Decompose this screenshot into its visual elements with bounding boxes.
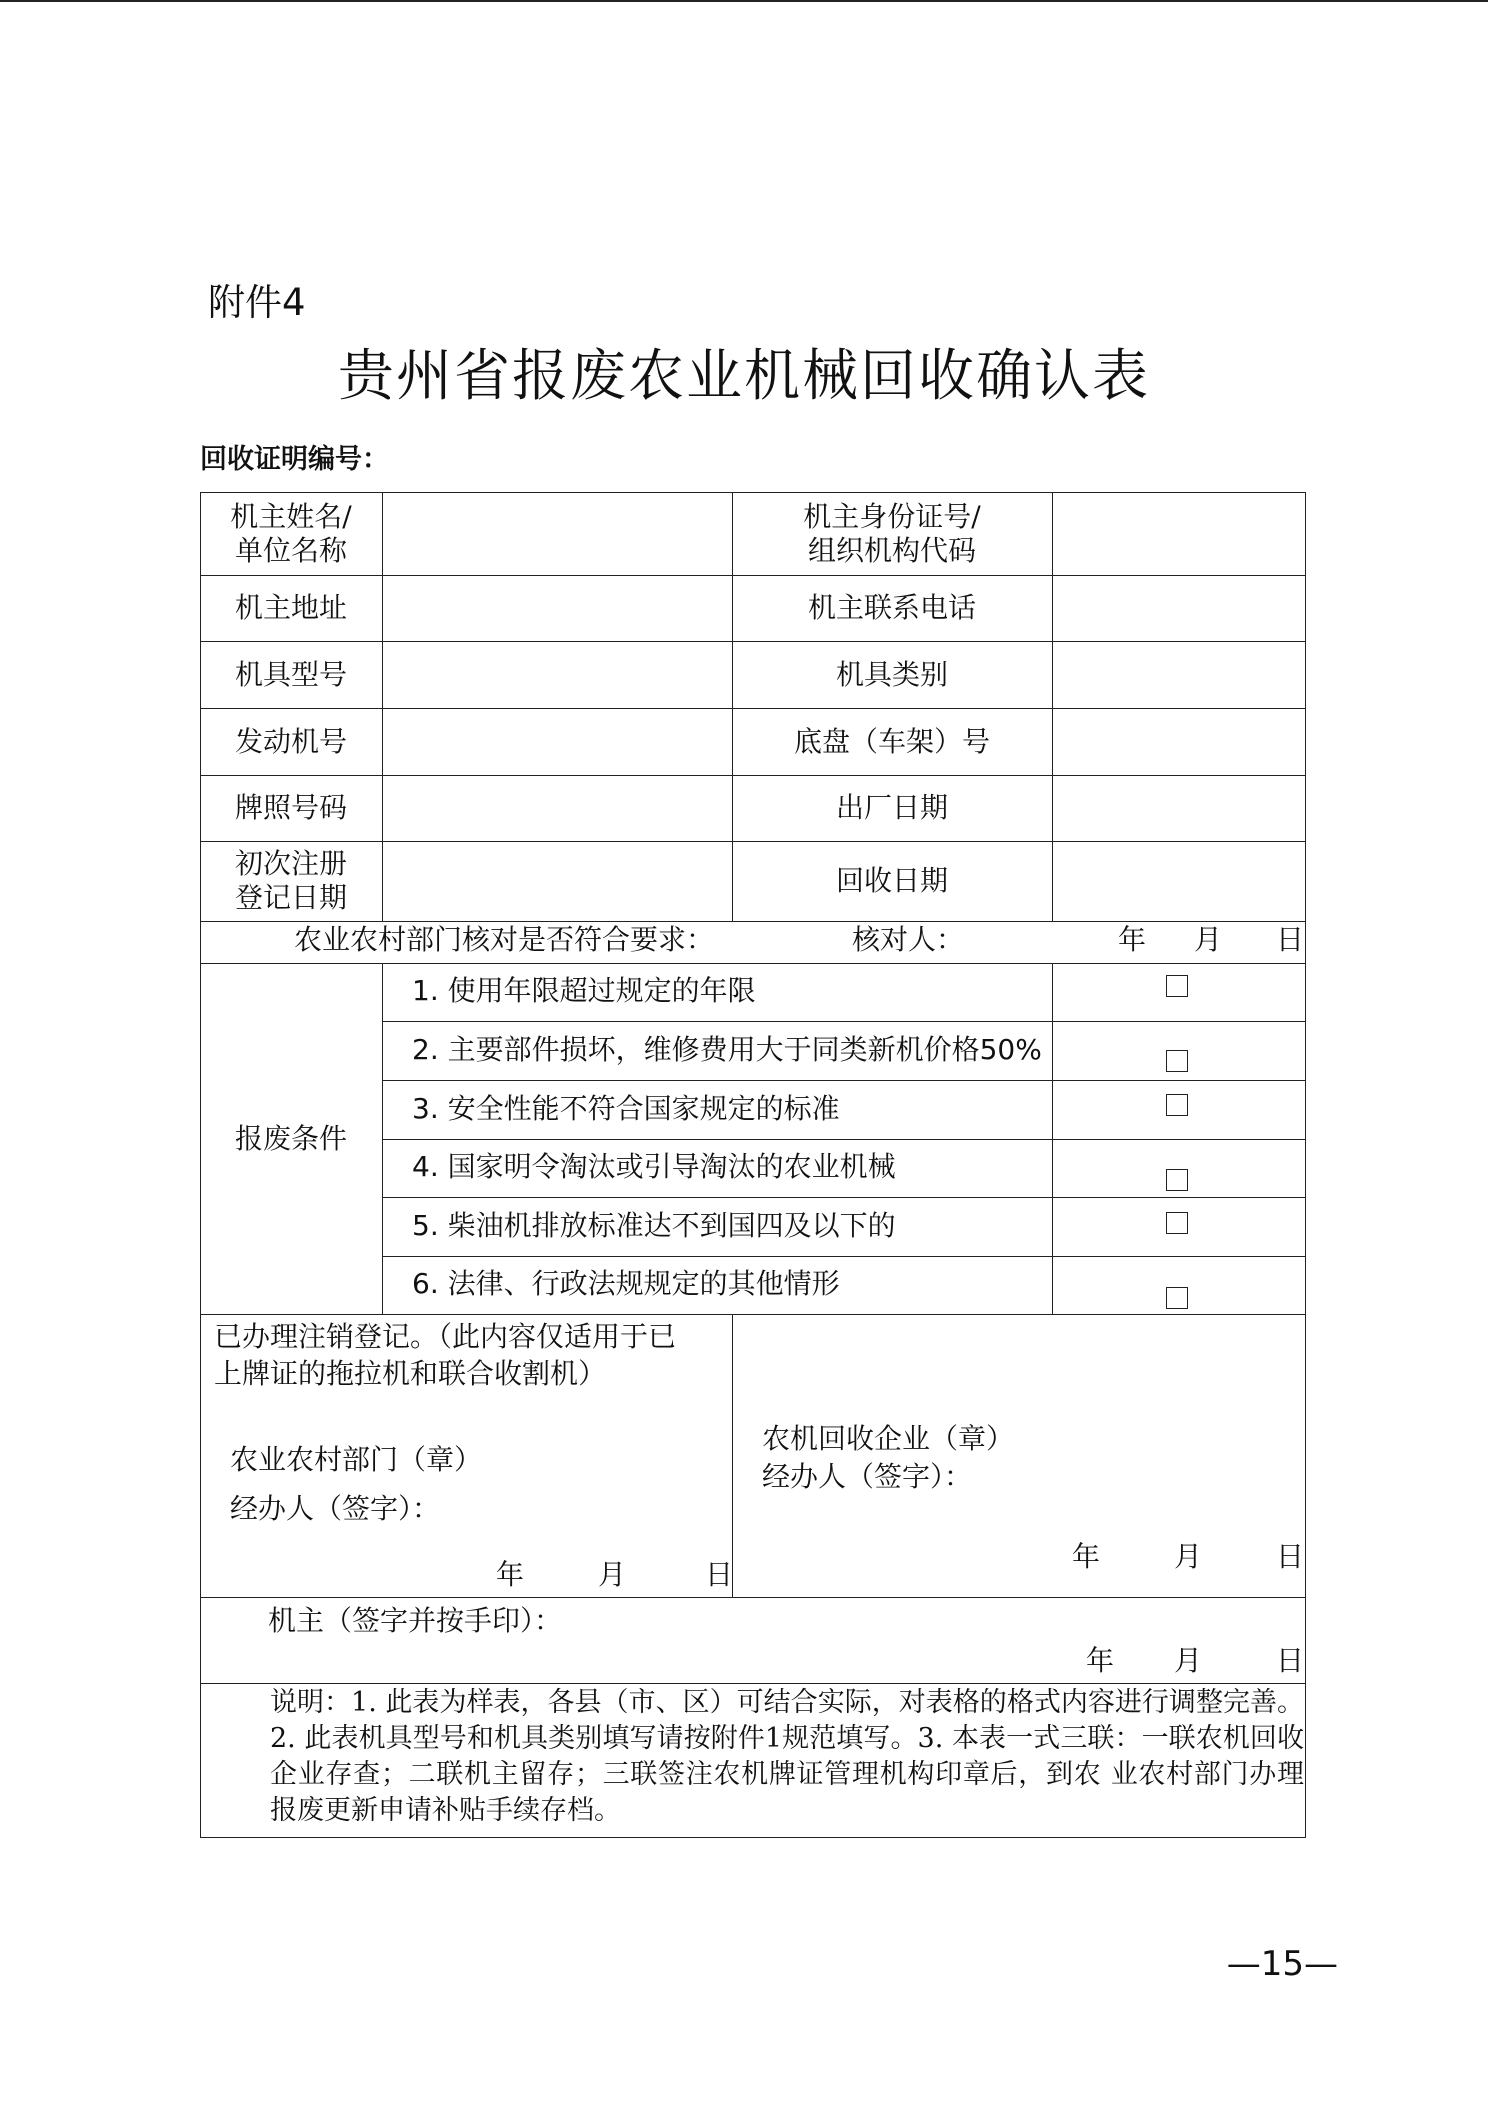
recycle-handler-label: 经办人（签字）：	[762, 1460, 973, 1493]
owner-year: 年	[1086, 1644, 1115, 1677]
owner-field-label-line: 牌照号码	[234, 791, 347, 824]
document-title: 贵州省报废农业机械回收确认表	[338, 344, 1150, 409]
table-rule	[1305, 492, 1306, 1838]
condition-checkbox[interactable]	[1166, 1212, 1188, 1234]
owner-field-label	[200, 575, 382, 641]
owner-field-input[interactable]	[382, 641, 732, 708]
verify-year: 年	[1118, 923, 1147, 956]
machine-field-label-line: 回收日期	[835, 864, 948, 897]
scrap-condition-text: 4. 国家明令淘汰或引导淘汰的农业机械	[412, 1150, 896, 1183]
table-rule	[382, 1197, 1305, 1198]
machine-field-label	[732, 708, 1052, 775]
page-number: —15—	[1226, 1944, 1338, 1984]
table-rule	[200, 1683, 1305, 1684]
table-rule	[200, 921, 1305, 922]
attachment-label: 附件4	[208, 281, 306, 324]
owner-field-label	[200, 841, 382, 921]
machine-field-input[interactable]	[1052, 841, 1305, 921]
top-border-line	[0, 0, 1488, 2]
owner-field-label	[200, 775, 382, 841]
machine-field-label-line: 机主身份证号/	[803, 499, 981, 533]
owner-field-label-line: 单位名称	[234, 533, 347, 567]
table-rule	[382, 1080, 1305, 1081]
owner-field-label-line: 登记日期	[234, 881, 347, 914]
recycle-year: 年	[1072, 1540, 1101, 1573]
verify-day: 日	[1276, 923, 1305, 956]
table-rule	[382, 1021, 1305, 1022]
machine-field-input[interactable]	[1052, 492, 1305, 575]
owner-field-label-line: 机主姓名/	[230, 499, 352, 533]
scrap-condition-text: 3. 安全性能不符合国家规定的标准	[412, 1091, 840, 1125]
recycle-day: 日	[1276, 1540, 1305, 1573]
machine-field-input[interactable]	[1052, 708, 1305, 775]
machine-field-label	[732, 575, 1052, 641]
table-rule	[200, 1837, 1305, 1838]
owner-field-label-line: 发动机号	[234, 724, 347, 758]
machine-field-input[interactable]	[1052, 775, 1305, 841]
table-rule	[382, 1256, 1305, 1257]
machine-field-label-line: 机主联系电话	[807, 591, 976, 624]
owner-month: 月	[1174, 1644, 1203, 1677]
scrap-condition-text: 2. 主要部件损坏，维修费用大于同类新机价格50%	[412, 1032, 1042, 1066]
owner-field-input[interactable]	[382, 492, 732, 575]
machine-field-label-line: 组织机构代码	[807, 533, 976, 567]
scrap-conditions-label: 报废条件	[234, 1121, 347, 1155]
scrap-condition-text: 1. 使用年限超过规定的年限	[412, 974, 756, 1007]
cancel-month: 月	[598, 1558, 627, 1591]
cancel-note-line2: 上牌证的拖拉机和联合收割机）	[214, 1357, 607, 1390]
recycle-company-seal-label: 农机回收企业（章）	[762, 1422, 1015, 1455]
machine-field-label-line: 底盘（车架）号	[793, 724, 990, 758]
agri-dept-handler-label: 经办人（签字）：	[230, 1492, 441, 1525]
agri-dept-seal-label: 农业农村部门（章）	[230, 1443, 483, 1476]
owner-field-input[interactable]	[382, 775, 732, 841]
machine-field-label	[732, 492, 1052, 575]
condition-checkbox[interactable]	[1166, 975, 1188, 997]
condition-checkbox[interactable]	[1166, 1094, 1188, 1116]
cancel-year: 年	[496, 1558, 525, 1591]
certificate-number-label: 回收证明编号：	[200, 444, 389, 475]
machine-field-input[interactable]	[1052, 575, 1305, 641]
verify-question: 农业农村部门核对是否符合要求：	[294, 923, 715, 956]
table-rule	[382, 1139, 1305, 1140]
owner-field-label-line: 初次注册	[234, 847, 347, 880]
machine-field-input[interactable]	[1052, 641, 1305, 708]
table-rule	[200, 1314, 1305, 1315]
owner-field-input[interactable]	[382, 575, 732, 641]
owner-field-label-line: 机具型号	[234, 657, 347, 691]
condition-checkbox[interactable]	[1166, 1287, 1188, 1309]
scrap-condition-text: 6. 法律、行政法规规定的其他情形	[412, 1267, 840, 1300]
condition-checkbox[interactable]	[1166, 1050, 1188, 1072]
explanation-note: 说明：1. 此表为样表，各县（市、区）可结合实际，对表格的格式内容进行调整完善。2. 此表机具型号和机具类别填写请按附件1规范填写。3. 本表一式三联：一联农机回收企业存查；二联机主留存；三联签注农机牌证管理机构印章后，到农 业农村部门办理报废更新申请补贴手续存档。	[270, 1687, 1304, 1826]
cancel-day: 日	[705, 1558, 734, 1591]
owner-signature-label: 机主（签字并按手印）：	[268, 1604, 563, 1637]
machine-field-label-line: 出厂日期	[835, 791, 948, 824]
owner-field-label	[200, 708, 382, 775]
owner-field-label-line: 机主地址	[234, 591, 347, 624]
owner-field-label	[200, 641, 382, 708]
owner-field-label	[200, 492, 382, 575]
machine-field-label	[732, 775, 1052, 841]
cancel-note-line1: 已办理注销登记。（此内容仅适用于已	[214, 1320, 677, 1353]
recycle-month: 月	[1174, 1540, 1203, 1573]
verify-checker-label: 核对人：	[852, 923, 965, 956]
owner-day: 日	[1276, 1644, 1305, 1677]
owner-field-input[interactable]	[382, 841, 732, 921]
owner-field-input[interactable]	[382, 708, 732, 775]
condition-checkbox[interactable]	[1166, 1169, 1188, 1191]
table-rule	[200, 1597, 1305, 1598]
scrap-condition-text: 5. 柴油机排放标准达不到国四及以下的	[412, 1208, 896, 1242]
machine-field-label-line: 机具类别	[835, 657, 948, 691]
machine-field-label	[732, 841, 1052, 921]
verify-month: 月	[1194, 923, 1223, 956]
table-rule	[732, 1314, 733, 1597]
machine-field-label	[732, 641, 1052, 708]
